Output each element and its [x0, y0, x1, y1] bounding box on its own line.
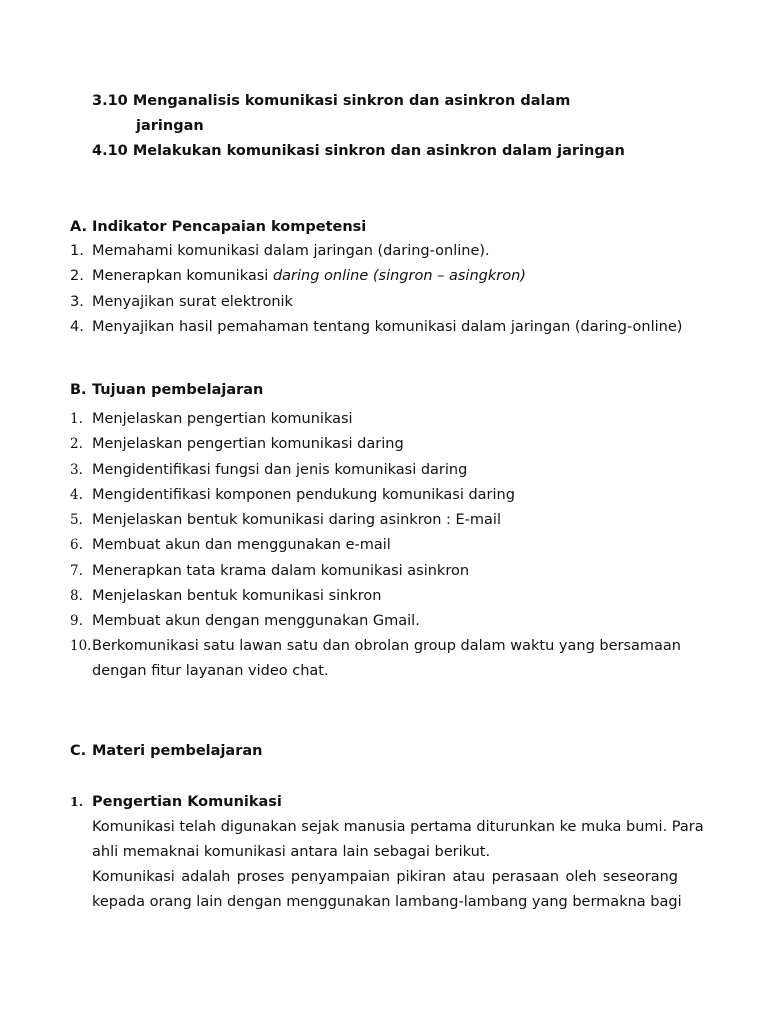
subsection-number: 1.	[70, 794, 84, 809]
section-b-item: Membuat akun dengan menggunakan Gmail.	[92, 613, 420, 629]
section-a-item-number: 2.	[70, 268, 84, 284]
section-b-item: Mengidentifikasi fungsi dan jenis komunikasi daring	[92, 462, 468, 478]
section-b-item: Membuat akun dan menggunakan e-mail	[92, 537, 391, 553]
section-a-item-number: 4.	[70, 319, 84, 335]
section-b-item-number: 4.	[70, 487, 83, 503]
section-a-letter: A.	[70, 219, 87, 235]
section-b-item-number: 5.	[70, 512, 83, 528]
section-b-item-number: 6.	[70, 537, 83, 553]
section-c-title: Materi pembelajaran	[92, 743, 263, 759]
section-b-item-number: 8.	[70, 588, 83, 604]
competency-3-10-line-1: 3.10 Menganalisis komunikasi sinkron dan asinkron dalam	[92, 93, 571, 109]
section-b-item-number: 3.	[70, 462, 83, 478]
section-b-item: Mengidentifikasi komponen pendukung komunikasi daring	[92, 487, 515, 503]
section-b-title: Tujuan pembelajaran	[92, 382, 264, 398]
section-b-letter: B.	[70, 382, 87, 398]
subsection-title: Pengertian Komunikasi	[92, 794, 282, 810]
section-b-item: Menjelaskan bentuk komunikasi sinkron	[92, 588, 382, 604]
section-b-item: Menerapkan tata krama dalam komunikasi asinkron	[92, 563, 470, 579]
paragraph-line: kepada orang lain dengan menggunakan lambang-lambang yang bermakna bagi	[92, 894, 682, 910]
section-b-item-number: 10.	[70, 638, 92, 654]
section-b-item-number: 1.	[70, 411, 83, 427]
section-b-item: Menjelaskan bentuk komunikasi daring asinkron : E-mail	[92, 512, 501, 528]
section-b-item: Menjelaskan pengertian komunikasi daring	[92, 436, 404, 452]
section-a-item: Menyajikan surat elektronik	[92, 294, 293, 310]
section-b-item-number: 9.	[70, 613, 83, 629]
section-b-item-number: 7.	[70, 563, 83, 579]
section-a-item	[92, 266, 526, 286]
competency-4-10: 4.10 Melakukan komunikasi sinkron dan asinkron dalam jaringan	[92, 143, 625, 159]
section-a-item-italic: daring online (singron – asingkron)	[272, 268, 526, 284]
section-a-item: Memahami komunikasi dalam jaringan (daring-online).	[92, 243, 490, 259]
section-a-item-number: 3.	[70, 294, 84, 310]
section-a-item-text: Menerapkan komunikasi	[92, 268, 273, 284]
section-b-item-number: 2.	[70, 436, 83, 452]
section-c-letter: C.	[70, 743, 87, 759]
competency-3-10-line-2: jaringan	[136, 118, 204, 134]
section-a-title: Indikator Pencapaian kompetensi	[92, 219, 367, 235]
section-b-item: Berkomunikasi satu lawan satu dan obrolan group dalam waktu yang bersamaan	[92, 638, 681, 654]
section-a-item: Menyajikan hasil pemahaman tentang komunikasi dalam jaringan (daring-online)	[92, 319, 683, 335]
paragraph-line: ahli memaknai komunikasi antara lain sebagai berikut.	[92, 844, 491, 860]
section-b-item-continuation: dengan fitur layanan video chat.	[92, 663, 329, 679]
section-b-item: Menjelaskan pengertian komunikasi	[92, 411, 353, 427]
paragraph-line: Komunikasi adalah proses penyampaian pikiran atau perasaan oleh seseorang	[92, 869, 678, 885]
paragraph-line: Komunikasi telah digunakan sejak manusia pertama diturunkan ke muka bumi. Para	[92, 819, 704, 835]
section-a-item-number: 1.	[70, 243, 84, 259]
